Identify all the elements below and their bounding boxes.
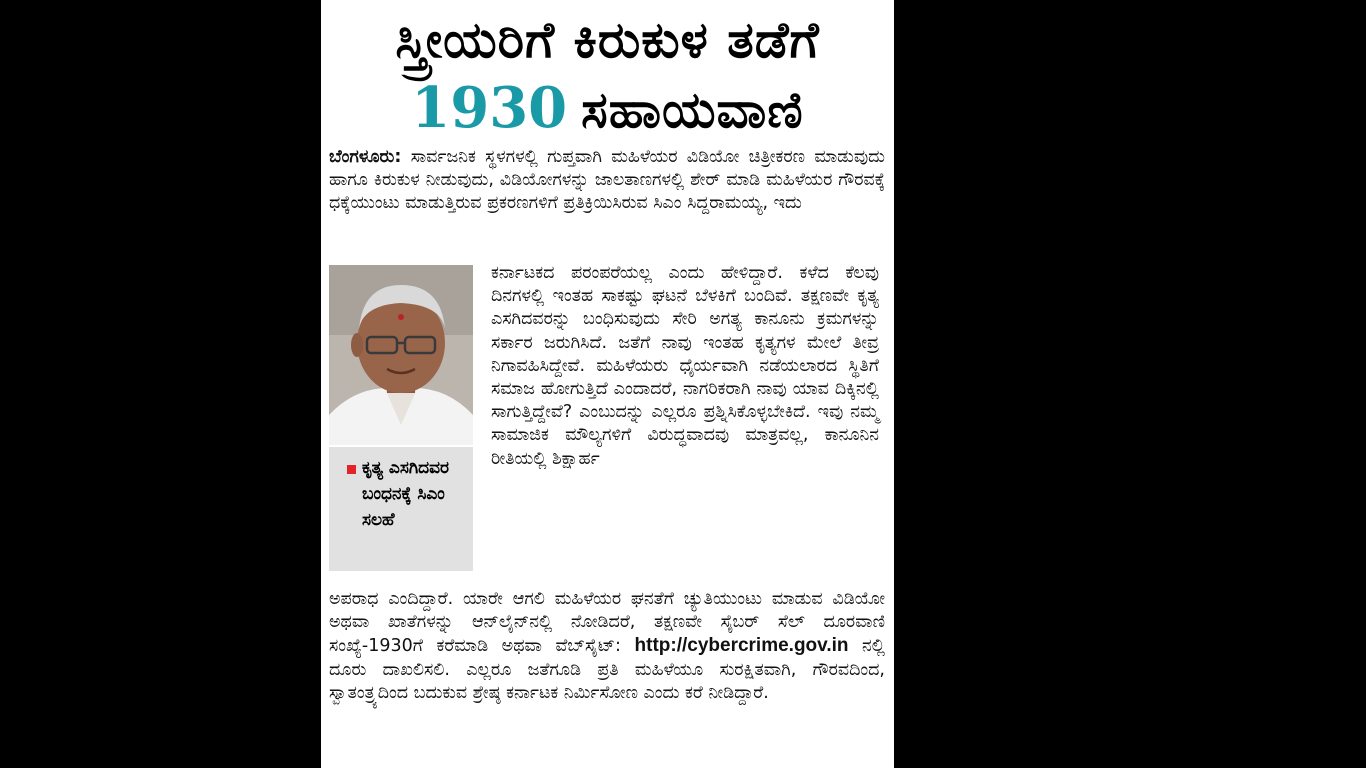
chief-minister-photo [329, 265, 473, 445]
cybercrime-url: http://cybercrime.gov.in [634, 635, 849, 657]
callout-marker-square [347, 465, 356, 474]
callout-box [329, 447, 473, 571]
headline-line-1: ಸ್ತ್ರೀಯರಿಗೆ ಕಿರುಕುಳ ತಡೆಗೆ [395, 11, 820, 69]
paragraph-top-text: ಸಾರ್ವಜನಿಕ ಸ್ಥಳಗಳಲ್ಲಿ ಗುಪ್ತವಾಗಿ ಮಹಿಳೆಯರ ವಿಡಿಯೋ ಚಿತ್ರೀಕರಣ ಮಾಡುವುದು ಹಾಗೂ ಕಿರುಕುಳ ನೀಡುವುದು, ವಿಡಿಯೋಗಳನ್ನು ಜಾಲತಾಣಗಳಲ್ಲಿ ಶೇರ್ ಮಾಡಿ ಮಹಿಳೆಯರ ಗೌರವಕ್ಕೆ ಧಕ್ಕೆಯುಂಟು ಮಾಡುತ್ತಿರುವ ಪ್ರಕರಣಗಳಿಗೆ ಪ್ರತಿಕ್ರಿಯಿಸಿರುವ ಸಿಎಂ ಸಿದ್ದರಾಮಯ್ಯ, ಇದು [329, 147, 885, 214]
paragraph-bottom-start: ಅಪರಾಧ ಎಂದಿದ್ದಾರೆ. ಯಾರೇ ಆಗಲಿ ಮಹಿಳೆಯರ ಘನತೆಗೆ ಚ್ಯುತಿಯುಂಟು ಮಾಡುವ ವಿಡಿಯೋ ಅಥವಾ ಖಾತೆಗಳನ್ನು ಆನ್‌ಲೈನ್‌ನಲ್ಲಿ ನೋಡಿದರೆ, ತಕ್ಷಣವೇ ಸೈಬರ್ ಸೆಲ್ ದೂರವಾಣಿ ಸಂಖ್ಯೆ-1930ಗೆ ಕರೆಮಾಡಿ ಅಥವಾ ವೆಬ್‌ಸೈಟ್: [329, 589, 885, 657]
article-paragraph-right: ಕರ್ನಾಟಕದ ಪರಂಪರೆಯಲ್ಲ ಎಂದು ಹೇಳಿದ್ದಾರೆ. ಕಳೆದ ಕೆಲವು ದಿನಗಳಲ್ಲಿ ಇಂತಹ ಸಾಕಷ್ಟು ಘಟನೆ ಬೆಳಕಿಗೆ ಬಂದಿವೆ. ತಕ್ಷಣವೇ ಕೃತ್ಯ ಎಸಗಿದವರನ್ನು ಬಂಧಿಸುವುದು ಸೇರಿ ಅಗತ್ಯ ಕಾನೂನು ಕ್ರಮಗಳನ್ನು ಸರ್ಕಾರ ಜರುಗಿಸಿದೆ. ಜತೆಗೆ ನಾವು ಇಂತಹ ಕೃತ್ಯಗಳ ಮೇಲೆ ತೀವ್ರ ನಿಗಾವಹಿಸಿದ್ದೇವೆ. ಮಹಿಳೆಯರು ಧೈರ್ಯವಾಗಿ ನಡೆಯಲಾರದ ಸ್ಥಿತಿಗೆ ಸಮಾಜ ಹೋಗುತ್ತಿದೆ ಎಂದಾದರೆ, ನಾಗರಿಕರಾಗಿ ನಾವು ಯಾವ ದಿಕ್ಕಿನಲ್ಲಿ ಸಾಗುತ್ತಿದ್ದೇವೆ? ಎಂಬುದನ್ನು ಎಲ್ಲರೂ ಪ್ರಶ್ನಿಸಿಕೊಳ್ಳಬೇಕಿದೆ. ಇವು ನಮ್ಮ ಸಾಮಾಜಿಕ ಮೌಲ್ಯಗಳಿಗೆ ವಿರುದ್ಧವಾದವು ಮಾತ್ರವಲ್ಲ, ಕಾನೂನಿನ ರೀತಿಯಲ್ಲಿ ಶಿಕ್ಷಾರ್ಹ [491, 263, 879, 469]
newspaper-clipping [321, 0, 894, 768]
helpline-number: 1930 [411, 75, 568, 141]
portrait-image [329, 265, 473, 445]
paragraph-bottom-end: ನಲ್ಲಿ ದೂರು ದಾಖಲಿಸಲಿ. ಎಲ್ಲರೂ ಜತೆಗೂಡಿ ಪ್ರತಿ ಮಹಿಳೆಯೂ ಸುರಕ್ಷಿತವಾಗಿ, ಗೌರವದಿಂದ, ಸ್ವಾತಂತ್ರ್ಯದಿಂದ ಬದುಕುವ ಶ್ರೇಷ್ಠ ಕರ್ನಾಟಕ ನಿರ್ಮಿಸೋಣ ಎಂದು ಕರೆ ನೀಡಿದ್ದಾರೆ. [329, 636, 885, 703]
article-paragraph-bottom [329, 588, 885, 705]
headline-line-2 [321, 74, 894, 144]
callout-text: ಕೃತ್ಯ ಎಸಗಿದವರ ಬಂಧನಕ್ಕೆ ಸಿಎಂ ಸಲಹೆ [362, 458, 450, 530]
article-paragraph-top [329, 146, 885, 216]
headline-helpline-word: ಸಹಾಯವಾಣಿ [581, 81, 804, 139]
dateline: ಬೆಂಗಳೂರು: [329, 147, 402, 167]
